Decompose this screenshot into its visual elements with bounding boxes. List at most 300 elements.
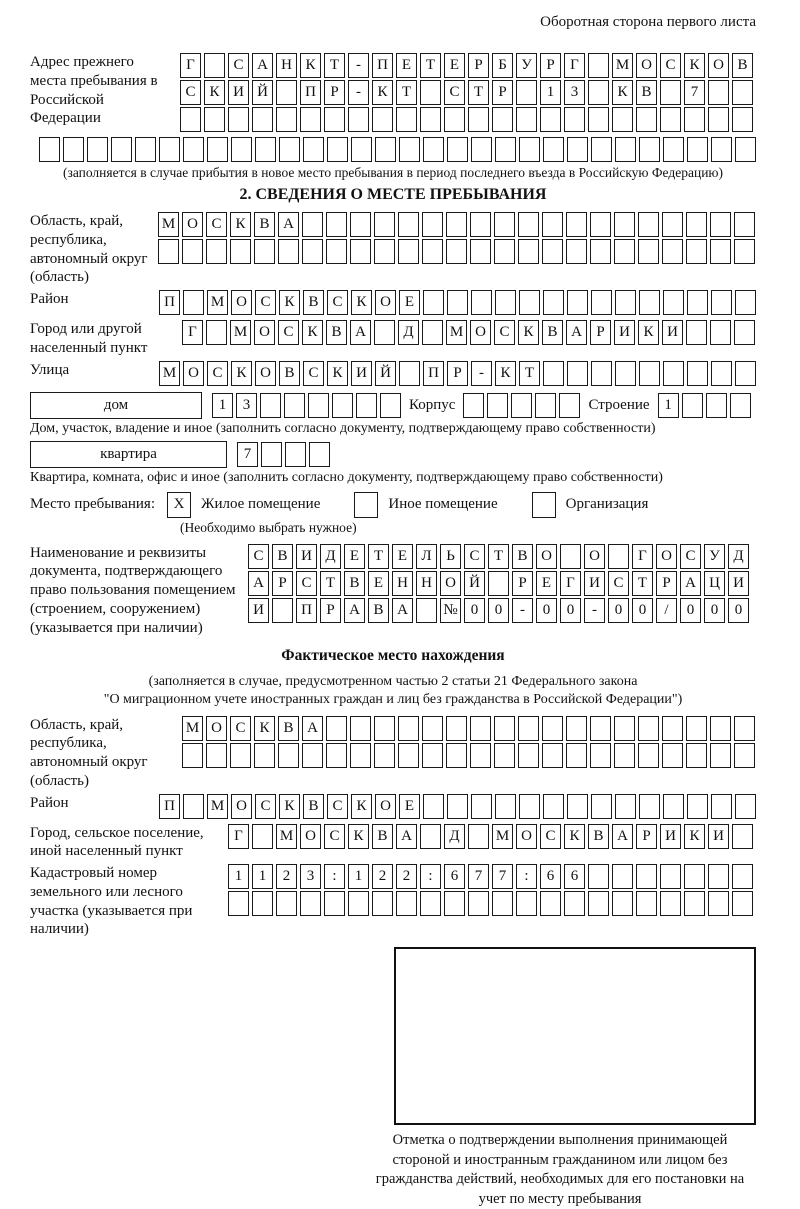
- char-cell[interactable]: 0: [560, 598, 581, 623]
- char-cell[interactable]: [639, 361, 660, 386]
- char-cell[interactable]: [590, 743, 611, 768]
- char-cell[interactable]: [300, 891, 321, 916]
- char-cell[interactable]: С: [278, 320, 299, 345]
- char-cell[interactable]: [488, 571, 509, 596]
- char-cell[interactable]: -: [471, 361, 492, 386]
- char-cell[interactable]: [252, 891, 273, 916]
- char-cell[interactable]: [348, 107, 369, 132]
- char-cell[interactable]: [252, 824, 273, 849]
- char-cell[interactable]: [608, 544, 629, 569]
- char-cell[interactable]: [567, 290, 588, 315]
- char-cell[interactable]: [590, 212, 611, 237]
- char-cell[interactable]: [284, 393, 305, 418]
- char-cell[interactable]: [567, 137, 588, 162]
- char-cell[interactable]: [495, 794, 516, 819]
- char-cell[interactable]: В: [303, 794, 324, 819]
- char-cell[interactable]: С: [180, 80, 201, 105]
- char-cell[interactable]: Й: [375, 361, 396, 386]
- char-cell[interactable]: :: [516, 864, 537, 889]
- char-cell[interactable]: [422, 212, 443, 237]
- char-cell[interactable]: [303, 137, 324, 162]
- char-cell[interactable]: [492, 891, 513, 916]
- char-cell[interactable]: [302, 212, 323, 237]
- char-cell[interactable]: [518, 716, 539, 741]
- char-cell[interactable]: Д: [728, 544, 749, 569]
- char-cell[interactable]: [276, 107, 297, 132]
- char-cell[interactable]: Е: [399, 290, 420, 315]
- char-cell[interactable]: 7: [468, 864, 489, 889]
- char-cell[interactable]: [730, 393, 751, 418]
- char-cell[interactable]: [471, 794, 492, 819]
- char-cell[interactable]: [158, 239, 179, 264]
- char-cell[interactable]: Д: [398, 320, 419, 345]
- char-cell[interactable]: [543, 794, 564, 819]
- char-cell[interactable]: [543, 290, 564, 315]
- char-cell[interactable]: [588, 107, 609, 132]
- char-cell[interactable]: В: [254, 212, 275, 237]
- char-cell[interactable]: [639, 290, 660, 315]
- char-cell[interactable]: О: [440, 571, 461, 596]
- char-cell[interactable]: [285, 442, 306, 467]
- char-cell[interactable]: С: [228, 53, 249, 78]
- char-cell[interactable]: [420, 80, 441, 105]
- char-cell[interactable]: О: [470, 320, 491, 345]
- char-cell[interactable]: [687, 137, 708, 162]
- char-cell[interactable]: В: [542, 320, 563, 345]
- char-cell[interactable]: [614, 239, 635, 264]
- char-cell[interactable]: О: [206, 716, 227, 741]
- char-cell[interactable]: [468, 824, 489, 849]
- char-cell[interactable]: [686, 716, 707, 741]
- char-cell[interactable]: [278, 743, 299, 768]
- char-cell[interactable]: [444, 107, 465, 132]
- char-cell[interactable]: Р: [492, 80, 513, 105]
- char-cell[interactable]: [734, 320, 755, 345]
- char-cell[interactable]: К: [204, 80, 225, 105]
- char-cell[interactable]: [636, 891, 657, 916]
- char-cell[interactable]: [686, 743, 707, 768]
- char-cell[interactable]: [591, 290, 612, 315]
- char-cell[interactable]: [380, 393, 401, 418]
- char-cell[interactable]: 2: [396, 864, 417, 889]
- char-cell[interactable]: А: [612, 824, 633, 849]
- char-cell[interactable]: [447, 290, 468, 315]
- char-cell[interactable]: [204, 107, 225, 132]
- char-cell[interactable]: [518, 239, 539, 264]
- char-cell[interactable]: [710, 743, 731, 768]
- char-cell[interactable]: [326, 716, 347, 741]
- char-cell[interactable]: [470, 239, 491, 264]
- char-cell[interactable]: [711, 794, 732, 819]
- char-cell[interactable]: [204, 53, 225, 78]
- char-cell[interactable]: [398, 743, 419, 768]
- char-cell[interactable]: М: [492, 824, 513, 849]
- char-cell[interactable]: [706, 393, 727, 418]
- char-cell[interactable]: [684, 864, 705, 889]
- char-cell[interactable]: [519, 794, 540, 819]
- char-cell[interactable]: [710, 716, 731, 741]
- char-cell[interactable]: [326, 743, 347, 768]
- char-cell[interactable]: Т: [488, 544, 509, 569]
- char-cell[interactable]: [686, 320, 707, 345]
- char-cell[interactable]: [735, 290, 756, 315]
- char-cell[interactable]: П: [372, 53, 393, 78]
- char-cell[interactable]: В: [372, 824, 393, 849]
- char-cell[interactable]: [182, 239, 203, 264]
- char-cell[interactable]: -: [584, 598, 605, 623]
- char-cell[interactable]: А: [392, 598, 413, 623]
- char-cell[interactable]: [468, 891, 489, 916]
- char-cell[interactable]: [566, 743, 587, 768]
- char-cell[interactable]: [708, 891, 729, 916]
- char-cell[interactable]: [135, 137, 156, 162]
- char-cell[interactable]: [492, 107, 513, 132]
- char-cell[interactable]: [276, 891, 297, 916]
- char-cell[interactable]: С: [444, 80, 465, 105]
- char-cell[interactable]: И: [296, 544, 317, 569]
- char-cell[interactable]: [206, 320, 227, 345]
- char-cell[interactable]: [374, 716, 395, 741]
- char-cell[interactable]: [518, 212, 539, 237]
- char-cell[interactable]: Р: [468, 53, 489, 78]
- char-cell[interactable]: Й: [464, 571, 485, 596]
- char-cell[interactable]: [350, 716, 371, 741]
- char-cell[interactable]: М: [446, 320, 467, 345]
- char-cell[interactable]: С: [303, 361, 324, 386]
- char-cell[interactable]: Ь: [440, 544, 461, 569]
- char-cell[interactable]: [309, 442, 330, 467]
- char-cell[interactable]: [566, 716, 587, 741]
- char-cell[interactable]: [206, 743, 227, 768]
- char-cell[interactable]: [686, 239, 707, 264]
- char-cell[interactable]: Т: [320, 571, 341, 596]
- char-cell[interactable]: [398, 716, 419, 741]
- char-cell[interactable]: М: [230, 320, 251, 345]
- char-cell[interactable]: [540, 891, 561, 916]
- char-cell[interactable]: Т: [324, 53, 345, 78]
- char-cell[interactable]: [734, 212, 755, 237]
- char-cell[interactable]: 0: [704, 598, 725, 623]
- char-cell[interactable]: [87, 137, 108, 162]
- char-cell[interactable]: А: [680, 571, 701, 596]
- char-cell[interactable]: К: [279, 290, 300, 315]
- char-cell[interactable]: К: [564, 824, 585, 849]
- char-cell[interactable]: В: [588, 824, 609, 849]
- char-cell[interactable]: [278, 239, 299, 264]
- char-cell[interactable]: [660, 891, 681, 916]
- char-cell[interactable]: [663, 290, 684, 315]
- char-cell[interactable]: [615, 290, 636, 315]
- char-cell[interactable]: С: [207, 361, 228, 386]
- char-cell[interactable]: С: [230, 716, 251, 741]
- char-cell[interactable]: Р: [320, 598, 341, 623]
- char-cell[interactable]: К: [684, 53, 705, 78]
- char-cell[interactable]: [444, 891, 465, 916]
- char-cell[interactable]: М: [207, 290, 228, 315]
- char-cell[interactable]: И: [248, 598, 269, 623]
- char-cell[interactable]: [399, 361, 420, 386]
- char-cell[interactable]: [447, 794, 468, 819]
- char-cell[interactable]: [231, 137, 252, 162]
- char-cell[interactable]: У: [704, 544, 725, 569]
- char-cell[interactable]: С: [464, 544, 485, 569]
- char-cell[interactable]: Р: [512, 571, 533, 596]
- char-cell[interactable]: О: [231, 794, 252, 819]
- char-cell[interactable]: [684, 107, 705, 132]
- char-cell[interactable]: Т: [632, 571, 653, 596]
- char-cell[interactable]: [230, 743, 251, 768]
- char-cell[interactable]: [543, 137, 564, 162]
- char-cell[interactable]: [588, 864, 609, 889]
- char-cell[interactable]: А: [278, 212, 299, 237]
- char-cell[interactable]: [39, 137, 60, 162]
- char-cell[interactable]: [183, 794, 204, 819]
- char-cell[interactable]: [228, 891, 249, 916]
- char-cell[interactable]: [638, 743, 659, 768]
- char-cell[interactable]: О: [183, 361, 204, 386]
- char-cell[interactable]: [732, 824, 753, 849]
- char-cell[interactable]: [272, 598, 293, 623]
- char-cell[interactable]: В: [512, 544, 533, 569]
- char-cell[interactable]: [423, 290, 444, 315]
- char-cell[interactable]: [542, 743, 563, 768]
- char-cell[interactable]: [567, 794, 588, 819]
- char-cell[interactable]: Р: [656, 571, 677, 596]
- char-cell[interactable]: 2: [276, 864, 297, 889]
- char-cell[interactable]: [711, 361, 732, 386]
- char-cell[interactable]: Р: [590, 320, 611, 345]
- char-cell[interactable]: 3: [564, 80, 585, 105]
- char-cell[interactable]: 7: [684, 80, 705, 105]
- char-cell[interactable]: Е: [368, 571, 389, 596]
- char-cell[interactable]: [470, 212, 491, 237]
- char-cell[interactable]: [708, 107, 729, 132]
- char-cell[interactable]: К: [372, 80, 393, 105]
- char-cell[interactable]: [639, 137, 660, 162]
- char-cell[interactable]: [350, 239, 371, 264]
- char-cell[interactable]: [423, 794, 444, 819]
- char-cell[interactable]: К: [300, 53, 321, 78]
- char-cell[interactable]: В: [344, 571, 365, 596]
- char-cell[interactable]: О: [536, 544, 557, 569]
- char-cell[interactable]: В: [636, 80, 657, 105]
- char-cell[interactable]: М: [159, 361, 180, 386]
- char-cell[interactable]: [422, 320, 443, 345]
- char-cell[interactable]: 7: [237, 442, 258, 467]
- char-cell[interactable]: [542, 239, 563, 264]
- char-cell[interactable]: [470, 743, 491, 768]
- char-cell[interactable]: [422, 239, 443, 264]
- char-cell[interactable]: [516, 80, 537, 105]
- char-cell[interactable]: [375, 137, 396, 162]
- char-cell[interactable]: Е: [444, 53, 465, 78]
- char-cell[interactable]: И: [728, 571, 749, 596]
- char-cell[interactable]: [564, 107, 585, 132]
- char-cell[interactable]: 0: [680, 598, 701, 623]
- char-cell[interactable]: [207, 137, 228, 162]
- char-cell[interactable]: Г: [632, 544, 653, 569]
- char-cell[interactable]: И: [351, 361, 372, 386]
- char-cell[interactable]: 1: [348, 864, 369, 889]
- char-cell[interactable]: Е: [396, 53, 417, 78]
- char-cell[interactable]: [732, 107, 753, 132]
- char-cell[interactable]: К: [302, 320, 323, 345]
- char-cell[interactable]: [63, 137, 84, 162]
- char-cell[interactable]: [495, 137, 516, 162]
- char-cell[interactable]: [614, 716, 635, 741]
- char-cell[interactable]: И: [614, 320, 635, 345]
- char-cell[interactable]: В: [732, 53, 753, 78]
- char-cell[interactable]: И: [660, 824, 681, 849]
- char-cell[interactable]: [302, 239, 323, 264]
- char-cell[interactable]: Р: [272, 571, 293, 596]
- char-cell[interactable]: В: [272, 544, 293, 569]
- char-cell[interactable]: [614, 212, 635, 237]
- char-cell[interactable]: Ц: [704, 571, 725, 596]
- char-cell[interactable]: [420, 107, 441, 132]
- char-cell[interactable]: [230, 239, 251, 264]
- char-cell[interactable]: [374, 239, 395, 264]
- char-cell[interactable]: [663, 794, 684, 819]
- char-cell[interactable]: О: [636, 53, 657, 78]
- char-cell[interactable]: [615, 361, 636, 386]
- char-cell[interactable]: Т: [368, 544, 389, 569]
- char-cell[interactable]: И: [708, 824, 729, 849]
- char-cell[interactable]: [590, 239, 611, 264]
- char-cell[interactable]: [254, 239, 275, 264]
- char-cell[interactable]: Н: [392, 571, 413, 596]
- char-cell[interactable]: К: [495, 361, 516, 386]
- char-cell[interactable]: А: [350, 320, 371, 345]
- char-cell[interactable]: [588, 80, 609, 105]
- char-cell[interactable]: [260, 393, 281, 418]
- char-cell[interactable]: У: [516, 53, 537, 78]
- char-cell[interactable]: [710, 320, 731, 345]
- char-cell[interactable]: Г: [560, 571, 581, 596]
- char-cell[interactable]: [374, 212, 395, 237]
- char-cell[interactable]: [615, 794, 636, 819]
- char-cell[interactable]: Д: [320, 544, 341, 569]
- char-cell[interactable]: 0: [632, 598, 653, 623]
- char-cell[interactable]: С: [327, 794, 348, 819]
- char-cell[interactable]: [591, 137, 612, 162]
- char-cell[interactable]: [662, 212, 683, 237]
- char-cell[interactable]: С: [324, 824, 345, 849]
- char-cell[interactable]: [374, 743, 395, 768]
- char-cell[interactable]: [519, 290, 540, 315]
- char-cell[interactable]: [519, 137, 540, 162]
- char-cell[interactable]: [542, 716, 563, 741]
- char-cell[interactable]: 3: [236, 393, 257, 418]
- char-cell[interactable]: [327, 137, 348, 162]
- char-cell[interactable]: [734, 239, 755, 264]
- char-cell[interactable]: [302, 743, 323, 768]
- char-cell[interactable]: Т: [468, 80, 489, 105]
- char-cell[interactable]: [396, 891, 417, 916]
- char-cell[interactable]: К: [231, 361, 252, 386]
- char-cell[interactable]: [540, 107, 561, 132]
- char-cell[interactable]: [396, 107, 417, 132]
- char-cell[interactable]: О: [182, 212, 203, 237]
- char-cell[interactable]: Е: [392, 544, 413, 569]
- char-cell[interactable]: [446, 743, 467, 768]
- char-cell[interactable]: М: [612, 53, 633, 78]
- char-cell[interactable]: [542, 212, 563, 237]
- char-cell[interactable]: [732, 891, 753, 916]
- char-cell[interactable]: О: [300, 824, 321, 849]
- char-cell[interactable]: Р: [324, 80, 345, 105]
- char-cell[interactable]: К: [638, 320, 659, 345]
- char-cell[interactable]: [494, 212, 515, 237]
- char-cell[interactable]: С: [680, 544, 701, 569]
- char-cell[interactable]: [261, 442, 282, 467]
- char-cell[interactable]: 1: [658, 393, 679, 418]
- char-cell[interactable]: П: [423, 361, 444, 386]
- char-cell[interactable]: [423, 137, 444, 162]
- char-cell[interactable]: [564, 891, 585, 916]
- char-cell[interactable]: [446, 716, 467, 741]
- char-cell[interactable]: /: [656, 598, 677, 623]
- char-cell[interactable]: Е: [399, 794, 420, 819]
- char-cell[interactable]: 3: [300, 864, 321, 889]
- char-cell[interactable]: №: [440, 598, 461, 623]
- char-cell[interactable]: С: [540, 824, 561, 849]
- char-cell[interactable]: Н: [276, 53, 297, 78]
- char-cell[interactable]: С: [494, 320, 515, 345]
- char-cell[interactable]: [636, 864, 657, 889]
- char-cell[interactable]: [494, 743, 515, 768]
- char-cell[interactable]: [711, 137, 732, 162]
- char-cell[interactable]: [324, 891, 345, 916]
- char-cell[interactable]: [662, 743, 683, 768]
- char-cell[interactable]: [535, 393, 556, 418]
- char-cell[interactable]: [182, 743, 203, 768]
- char-cell[interactable]: С: [255, 794, 276, 819]
- char-cell[interactable]: [638, 239, 659, 264]
- char-cell[interactable]: С: [248, 544, 269, 569]
- char-cell[interactable]: М: [207, 794, 228, 819]
- char-cell[interactable]: В: [368, 598, 389, 623]
- char-cell[interactable]: [612, 107, 633, 132]
- char-cell[interactable]: [734, 743, 755, 768]
- char-cell[interactable]: [494, 239, 515, 264]
- char-cell[interactable]: [308, 393, 329, 418]
- char-cell[interactable]: О: [375, 794, 396, 819]
- char-cell[interactable]: И: [662, 320, 683, 345]
- char-cell[interactable]: К: [612, 80, 633, 105]
- char-cell[interactable]: [735, 361, 756, 386]
- char-cell[interactable]: [732, 80, 753, 105]
- char-cell[interactable]: [159, 137, 180, 162]
- char-cell[interactable]: С: [206, 212, 227, 237]
- char-cell[interactable]: [487, 393, 508, 418]
- char-cell[interactable]: К: [351, 290, 372, 315]
- char-cell[interactable]: [447, 137, 468, 162]
- char-cell[interactable]: С: [660, 53, 681, 78]
- char-cell[interactable]: Е: [536, 571, 557, 596]
- char-cell[interactable]: К: [351, 794, 372, 819]
- char-cell[interactable]: 0: [608, 598, 629, 623]
- char-cell[interactable]: [708, 864, 729, 889]
- char-cell[interactable]: [183, 137, 204, 162]
- char-cell[interactable]: [543, 361, 564, 386]
- char-cell[interactable]: [588, 891, 609, 916]
- char-cell[interactable]: П: [296, 598, 317, 623]
- char-cell[interactable]: -: [348, 53, 369, 78]
- char-cell[interactable]: [588, 53, 609, 78]
- char-cell[interactable]: [252, 107, 273, 132]
- char-cell[interactable]: [420, 824, 441, 849]
